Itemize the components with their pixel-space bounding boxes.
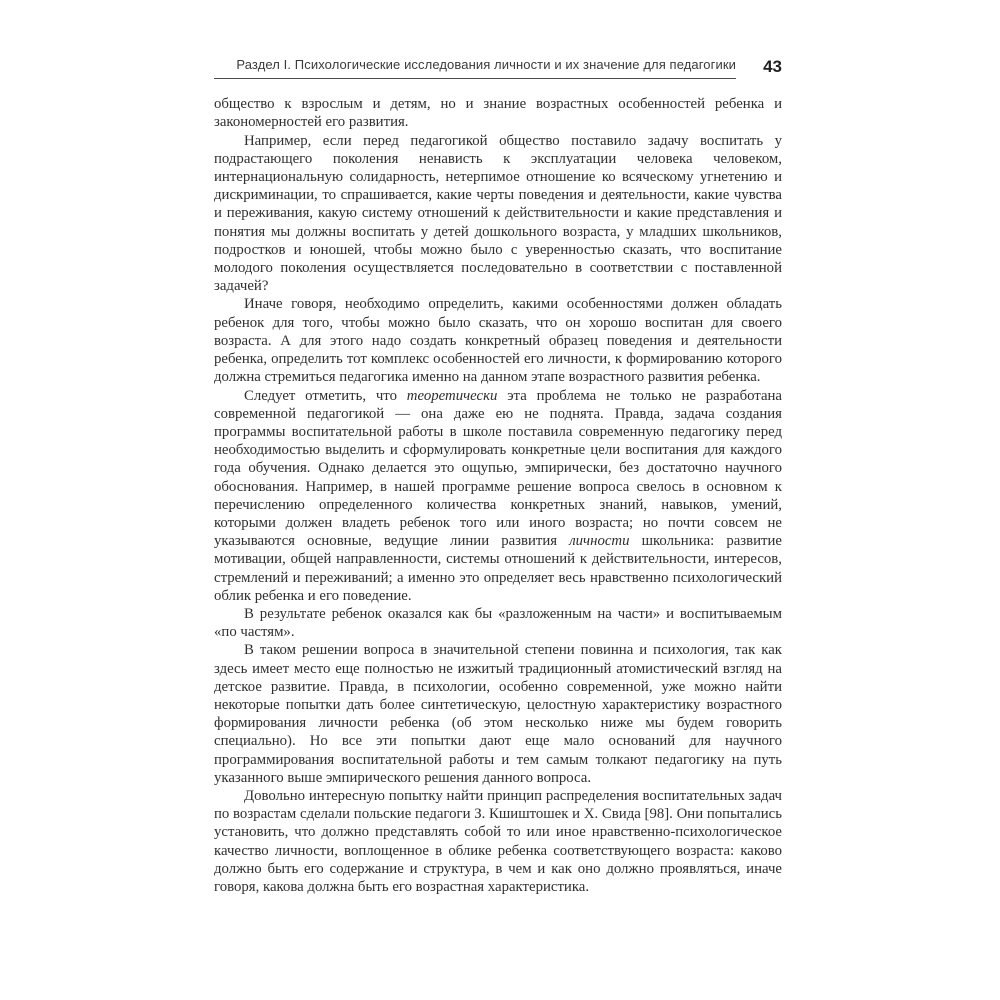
paragraph (214, 132, 782, 296)
text-run: В таком решении вопроса в значительной степени повинна и психология, так как здесь имеет место еще полностью не изжитый традиционный атомистический взгляд на детское развитие. Правда, в психологии, особенно современной, уже можно найти некоторые попытки дать более синтетическую, целостную характеристику возрастного формирования личности ребенка (об этом несколько ниже мы будем говорить специально). Но все эти попытки дают еще мало оснований для научного программирования воспитательной работы и тем самым толкают педагогику на путь указанного выше эмпирического решения данного вопроса. (214, 642, 782, 786)
paragraph (214, 95, 782, 131)
running-title: Раздел I. Психологические исследования личности и их значение для педагогики (214, 57, 736, 79)
text-run: В результате ребенок оказался как бы «разложенным на части» и воспитываемым «по частям». (214, 605, 782, 641)
body-text (214, 95, 782, 896)
text-run: Иначе говоря, необходимо определить, какими особенностями должен обладать ребенок для того, чтобы можно было сказать, что он хорошо воспитан для своего возраста. А для этого надо создать конкретный образец поведения и деятельности ребенка, определить тот комплекс особенностей его личности, к формированию которого должна стремиться педагогика именно на данном этапе возрастного развития ребенка. (214, 296, 782, 386)
text-run: школьника: развитие мотивации, общей направленности, системы отношений к действительности, интересов, стремлений и переживаний; а именно это определяет весь нравственно психологический облик ребенка и его поведение. (214, 533, 783, 604)
paragraph (214, 787, 782, 896)
page-content (214, 57, 782, 896)
text-run: Например, если перед педагогикой общество поставило задачу воспитать у подрастающего поколения ненависть к эксплуатации человека человеком, интернациональную солидарность, нетерпимое отношение ко всяческому угнетению и дискриминации, то спрашивается, какие черты поведения и деятельности, какие чувства и переживания, какую систему отношений к действительности и какие представления и понятия мы должны воспитать у детей дошкольного возраста, у младших школьников, подростков и юношей, чтобы можно было с уверенностью сказать, что воспитание молодого поколения осуществляется последовательно в соответствии с поставленной задачей? (214, 132, 782, 295)
page-number: 43 (763, 57, 782, 77)
page-header (214, 57, 782, 79)
text-run: эта проблема не только не разработана современной педагогикой — она даже ею не поднята. Правда, задача создания программы воспитательной работы в школе поставила современную педагогику перед необходимостью выделить и сформулировать конкретные цели воспитания для каждого года обучения. Однако делается это ощупью, эмпирически, без достаточно научного обоснования. Например, в нашей программе решение вопроса свелось в основном к перечислению определенного количества конкретных знаний, навыков, умений, которыми должен владеть ребенок того или иного возраста; но почти совсем не указываются основные, ведущие линии развития (214, 387, 782, 550)
paragraph (214, 295, 782, 386)
italic-text-run: личности (569, 533, 630, 550)
text-run: Следует отметить, что (244, 387, 407, 404)
paragraph (214, 387, 782, 605)
paragraph (214, 605, 782, 641)
italic-text-run: теоретически (406, 387, 498, 404)
text-run: общество к взрослым и детям, но и знание возрастных особенностей ребенка и закономерностей его развития. (214, 96, 782, 131)
text-run: Довольно интересную попытку найти принцип распределения воспитательных задач по возрастам сделали польские педагоги З. Кшиштошек и Х. Свида [98]. Они попытались установить, что должно представлять собой то или иное нравственно-психологическое качество личности, воплощенное в облике ребенка соответствующего возраста: каково должно быть его содержание и структура, в чем и как оно должно проявляться, иначе говоря, какова должна быть его возрастная характеристика. (214, 787, 782, 895)
paragraph (214, 641, 782, 787)
